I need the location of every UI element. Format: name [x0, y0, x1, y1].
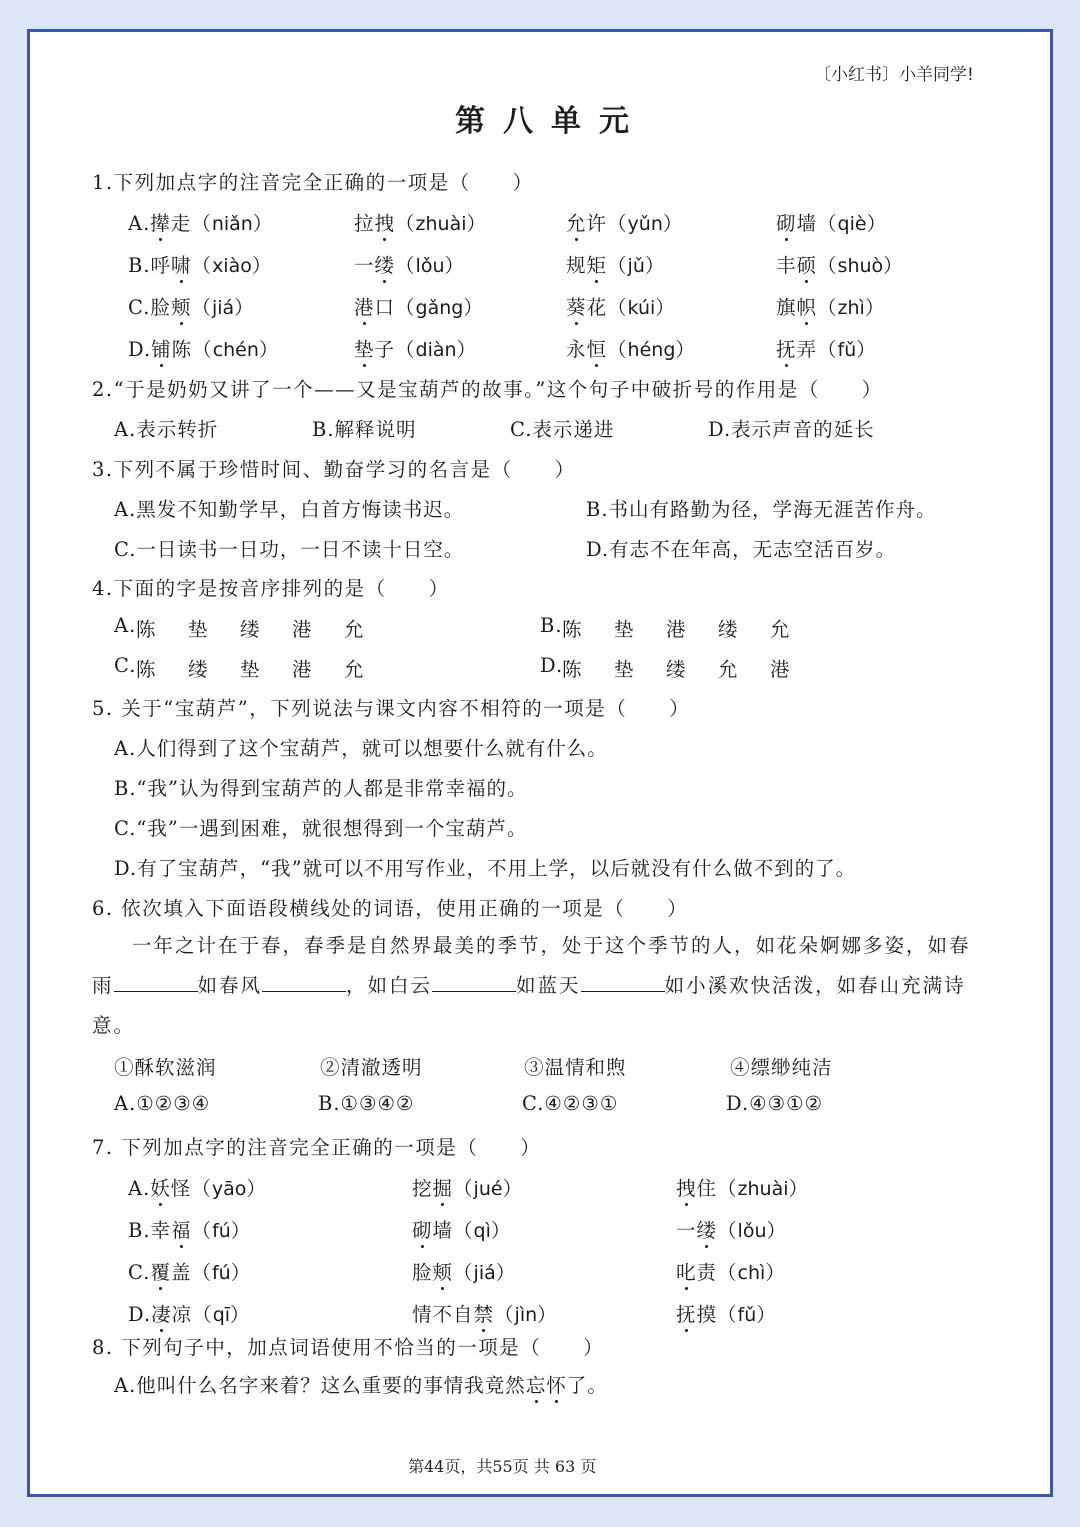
q3-stem: 3.下列不属于珍惜时间、勤奋学习的名言是（ ） — [92, 458, 576, 481]
q7-item: 拽住（zhuài） — [676, 1173, 809, 1201]
q1-stem: 1.下列加点字的注音完全正确的一项是（ ） — [92, 171, 534, 194]
q4-char: 陈 — [562, 618, 583, 641]
q6-word-3: ③温情和煦 — [524, 1056, 627, 1079]
q4-char: 垫 — [188, 618, 209, 641]
q1-item: 港口（gǎng） — [354, 292, 484, 320]
q5-option-c: C.“我”一遇到困难，就很想得到一个宝葫芦。 — [114, 817, 528, 840]
q1-item: 抚弄（fǔ） — [776, 334, 877, 362]
q7-item: 叱责（chì） — [676, 1257, 786, 1285]
q5-option-d: D.有了宝葫芦，“我”就可以不用写作业，不用上学，以后就没有什么做不到的了。 — [114, 857, 857, 880]
q6-word-4: ④缥缈纯洁 — [730, 1056, 833, 1079]
page-footer: 第44页，共55页 共 63 页 — [408, 1457, 597, 1476]
page-title: 第八单元 — [455, 104, 647, 139]
q4-option-label: B. — [540, 614, 563, 637]
q7-item: 脸颊（jiá） — [412, 1257, 516, 1285]
q4-char: 港 — [292, 618, 313, 641]
q5-stem: 5. 关于“宝葫芦”，下列说法与课文内容不相符的一项是（ ） — [92, 697, 691, 720]
q7-item: 挖掘（jué） — [412, 1173, 523, 1201]
q6-option-b: B.①③④② — [318, 1092, 415, 1115]
q4-char: 垫 — [614, 618, 635, 641]
q3-option-d: D.有志不在年高，无志空活百岁。 — [586, 538, 897, 561]
q1-item: 垫子（diàn） — [354, 334, 477, 362]
q7-item: 抚摸（fǔ） — [676, 1299, 777, 1327]
q6-option-a: A.①②③④ — [114, 1092, 211, 1115]
q2-option-b: B.解释说明 — [312, 418, 417, 441]
fill-blank-4 — [581, 973, 665, 992]
q4-char: 港 — [292, 658, 313, 681]
q8-stem: 8. 下列句子中，加点词语使用不恰当的一项是（ ） — [92, 1336, 605, 1359]
fill-blank-1 — [114, 973, 198, 992]
q1-item: D.铺陈（chén） — [128, 334, 279, 362]
q7-item: 情不自禁（jìn） — [412, 1299, 558, 1327]
q1-item: 砌墙（qiè） — [776, 208, 887, 236]
q1-item: 一缕（lǒu） — [354, 250, 465, 278]
q4-char: 允 — [718, 658, 739, 681]
q7-item: D.凄凉（qī） — [128, 1299, 251, 1327]
q7-item: 砌墙（qì） — [412, 1215, 511, 1243]
q7-item: A.妖怪（yāo） — [128, 1173, 267, 1201]
q6-word-2: ②清澈透明 — [320, 1056, 423, 1079]
q5-option-a: A.人们得到了这个宝葫芦，就可以想要什么就有什么。 — [114, 737, 608, 760]
fill-blank-2 — [262, 973, 346, 992]
q4-char: 允 — [344, 658, 365, 681]
q4-option-label: A. — [114, 614, 137, 637]
q3-option-a: A.黑发不知勤学早，白首方悔读书迟。 — [114, 498, 465, 521]
q6-word-1: ①酥软滋润 — [114, 1056, 217, 1079]
q1-item: 永恒（héng） — [566, 334, 696, 362]
q1-item: 葵花（kúi） — [566, 292, 676, 320]
q4-char: 缕 — [666, 658, 687, 681]
q7-item: C.覆盖（fú） — [128, 1257, 251, 1285]
q1-item: 丰硕（shuò） — [776, 250, 904, 278]
q4-char: 缕 — [188, 658, 209, 681]
q4-char: 陈 — [136, 618, 157, 641]
q8-option-a: A.他叫什么名字来着？这么重要的事情我竟然忘怀了。 — [114, 1370, 608, 1398]
q4-char: 允 — [770, 618, 791, 641]
q4-char: 缕 — [240, 618, 261, 641]
q4-char: 允 — [344, 618, 365, 641]
q4-char: 缕 — [718, 618, 739, 641]
q6-passage: 一年之计在于春，春季是自然界最美的季节，处于这个季节的人，如花朵婀娜多姿，如春雨 如春风 ，如白云 如蓝天 如小溪欢快活泼，如春山充满诗意。 — [92, 934, 971, 1037]
q3-option-b: B.书山有路勤为径，学海无涯苦作舟。 — [586, 498, 937, 521]
q1-item: 允许（yǔn） — [566, 208, 683, 236]
q2-option-c: C.表示递进 — [510, 418, 615, 441]
q1-item: C.脸颊（jiá） — [128, 292, 255, 320]
q7-item: B.幸福（fú） — [128, 1215, 251, 1243]
q2-stem: 2.“于是奶奶又讲了一个——又是宝葫芦的故事。”这个句子中破折号的作用是（ ） — [92, 378, 883, 401]
q4-char: 港 — [666, 618, 687, 641]
q4-option-label: C. — [114, 654, 137, 677]
q1-item: 旗帜（zhì） — [776, 292, 885, 320]
q4-char: 港 — [770, 658, 791, 681]
q4-char: 垫 — [240, 658, 261, 681]
fill-blank-3 — [432, 973, 516, 992]
q5-option-b: B.“我”认为得到宝葫芦的人都是非常幸福的。 — [114, 777, 528, 800]
q6-stem: 6. 依次填入下面语段横线处的词语，使用正确的一项是（ ） — [92, 897, 689, 920]
q1-item: B.呼啸（xiào） — [128, 250, 272, 278]
q4-stem: 4.下面的字是按音序排列的是（ ） — [92, 577, 450, 600]
q3-option-c: C.一日读书一日功，一日不读十日空。 — [114, 538, 465, 561]
q7-stem: 7. 下列加点字的注音完全正确的一项是（ ） — [92, 1136, 542, 1159]
q2-option-a: A.表示转折 — [114, 418, 219, 441]
q1-item: 拉拽（zhuài） — [354, 208, 487, 236]
q4-char: 垫 — [614, 658, 635, 681]
q4-option-label: D. — [540, 654, 564, 677]
q7-item: 一缕（lǒu） — [676, 1215, 787, 1243]
q6-option-c: C.④②③① — [522, 1092, 619, 1115]
q1-item: A.撵走（niǎn） — [128, 208, 273, 236]
q2-option-d: D.表示声音的延长 — [708, 418, 875, 441]
q1-item: 规矩（jǔ） — [566, 250, 665, 278]
watermark: 〔小红书〕小羊同学! — [814, 65, 974, 85]
q6-option-d: D.④③①② — [726, 1092, 824, 1115]
q4-char: 陈 — [562, 658, 583, 681]
q4-char: 陈 — [136, 658, 157, 681]
